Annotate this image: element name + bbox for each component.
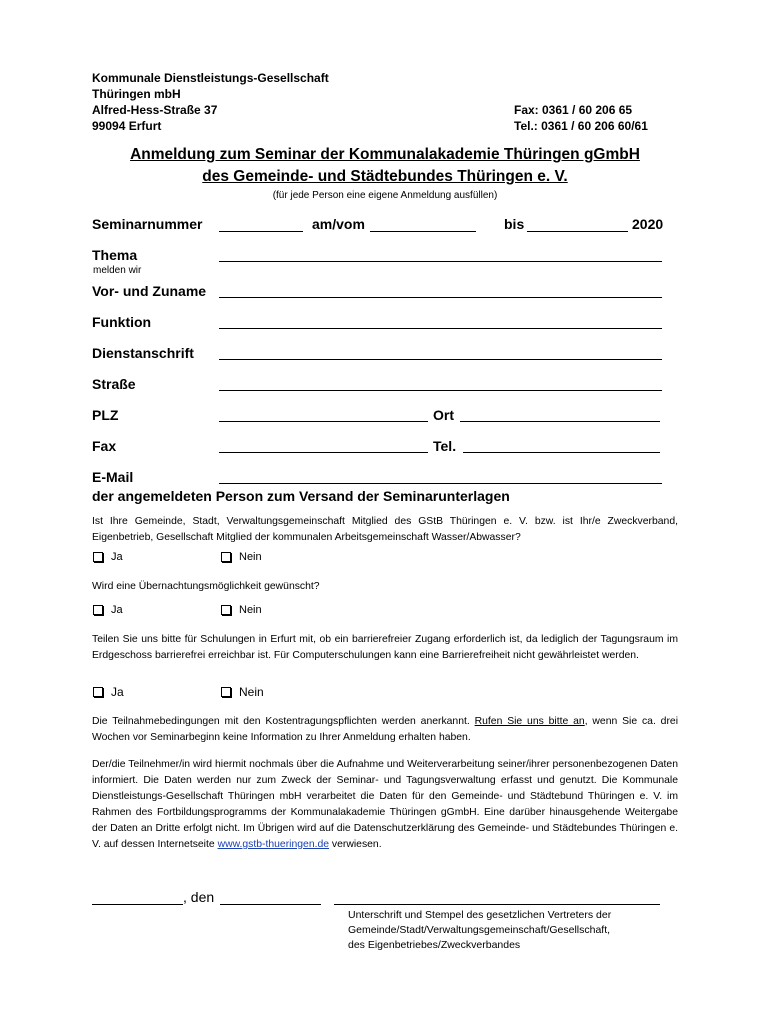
input-date[interactable] (220, 904, 321, 905)
checkbox-label: Ja (111, 685, 124, 699)
sender-line-1: Kommunale Dienstleistungs-Gesellschaft (92, 71, 329, 85)
label-den: , den (183, 889, 215, 905)
privacy-text (92, 757, 678, 853)
label-thema: Thema (92, 247, 138, 263)
input-dienstanschrift[interactable] (219, 359, 662, 360)
sender-city: 99094 Erfurt (92, 119, 162, 133)
checkbox-icon (93, 552, 103, 562)
sender-line-2: Thüringen mbH (92, 87, 181, 101)
input-tel[interactable] (463, 452, 660, 453)
input-place[interactable] (92, 904, 183, 905)
website-link[interactable]: www.gstb-thueringen.de (217, 839, 330, 850)
checkbox-icon (221, 687, 231, 697)
label-seminarnummer: Seminarnummer (92, 216, 203, 232)
input-strasse[interactable] (219, 390, 662, 391)
input-plz[interactable] (219, 421, 428, 422)
checkbox-label: Nein (239, 551, 262, 563)
input-ort[interactable] (460, 421, 660, 422)
input-funktion[interactable] (219, 328, 662, 329)
sender-tel: Tel.: 0361 / 60 206 60/61 (514, 119, 648, 133)
signature-caption-1: Unterschrift und Stempel des gesetzlichen Vertreters der (348, 909, 612, 921)
input-am-vom[interactable] (370, 231, 476, 232)
input-seminarnummer[interactable] (219, 231, 303, 232)
title-line-2: des Gemeinde- und Städtebundes Thüringen e. V. (202, 168, 568, 185)
title-note: (für jede Person eine eigene Anmeldung ausfüllen) (272, 190, 498, 201)
checkbox-label: Nein (239, 685, 264, 699)
label-email-note: der angemeldeten Person zum Versand der Seminarunterlagen (92, 488, 510, 504)
label-name: Vor- und Zuname (92, 283, 207, 299)
input-name[interactable] (219, 297, 662, 298)
label-bis: bis (504, 216, 525, 232)
label-ort: Ort (433, 407, 454, 423)
checkbox-icon (93, 687, 103, 697)
label-am-vom: am/vom (312, 216, 365, 232)
label-email: E-Mail (92, 469, 134, 485)
sender-street: Alfred-Hess-Straße 37 (92, 103, 218, 117)
signature-caption-3: des Eigenbetriebes/Zweckverbandes (348, 939, 521, 951)
checkbox-membership-ja[interactable] (93, 551, 123, 563)
question-accessibility: Teilen Sie uns bitte für Schulungen in Erfurt mit, ob ein barrierefreier Zugang erforderlich ist, da lediglich der Tagungsraum im Erdgeschoss barrierefrei erreichbar ist. Für Computerschulungen kann eine Barrierefreiheit nicht gewährleistet werden. (92, 634, 678, 661)
checkbox-membership-nein[interactable] (221, 551, 262, 563)
checkbox-icon (221, 552, 231, 562)
label-funktion: Funktion (92, 314, 152, 330)
label-dienstanschrift: Dienstanschrift (92, 345, 194, 361)
privacy-body: Der/die Teilnehmer/in wird hiermit nochmals über die Aufnahme und Weiterverarbeitung seiner/ihrer personenbezogenen Daten informiert. Die Daten werden nur zum Zweck der Seminar- und Tagungsverwaltung erfasst und genutzt. Die Kommunale Dienstleistungs-Gesellschaft Thüringen mbH verarbeitet die Daten für den Gemeinde- und Städtebund Thüringen e. V. im Rahmen des Fortbildungsprogramms der Kommunalakademie Thüringen gGmbH. Eine darüber hinausgehende Weitergabe der Daten an Dritte erfolgt nicht. Im Übrigen wird auf die Datenschutzerklärung des Gemeinde- und Städtebundes Thüringen e. V. auf dessen Internetseite (92, 759, 678, 850)
checkbox-icon (221, 605, 231, 615)
call-us-link[interactable]: Rufen Sie uns bitte an (474, 716, 585, 727)
input-bis[interactable] (527, 231, 628, 232)
input-signature[interactable] (334, 904, 660, 905)
checkbox-accessibility-ja[interactable] (93, 685, 124, 699)
label-plz: PLZ (92, 407, 119, 423)
input-fax[interactable] (219, 452, 428, 453)
conditions-part-2: , wenn Sie ca. drei Wochen vor Seminarbeginn keine Information zu Ihrer Anmeldung erhalten haben. (92, 716, 679, 743)
checkbox-accessibility-nein[interactable] (221, 685, 264, 699)
label-melden-wir: melden wir (93, 265, 142, 276)
checkbox-label: Ja (111, 551, 123, 563)
checkbox-icon (93, 605, 103, 615)
signature-caption-2: Gemeinde/Stadt/Verwaltungsgemeinschaft/Gesellschaft, (348, 924, 611, 936)
checkbox-overnight-nein[interactable] (221, 604, 262, 616)
conditions-text (92, 714, 678, 746)
question-membership: Ist Ihre Gemeinde, Stadt, Verwaltungsgemeinschaft Mitglied des GStB Thüringen e. V. bzw. ist Ihr/e Zweckverband, Eigenbetrieb, Gesellschaft Mitglied der kommunalen Arbeitsgemeinschaft Wasser/Abwasser? (92, 516, 678, 543)
title-line-1: Anmeldung zum Seminar der Kommunalakademie Thüringen gGmbH (130, 146, 640, 163)
checkbox-overnight-ja[interactable] (93, 604, 123, 616)
label-fax: Fax (92, 438, 117, 454)
checkbox-label: Nein (239, 604, 262, 616)
label-strasse: Straße (92, 376, 136, 392)
label-tel: Tel. (433, 438, 457, 454)
input-email[interactable] (219, 483, 662, 484)
label-year: 2020 (632, 216, 664, 232)
sender-fax: Fax: 0361 / 60 206 65 (514, 103, 633, 117)
checkbox-label: Ja (111, 604, 123, 616)
question-overnight: Wird eine Übernachtungsmöglichkeit gewünscht? (92, 581, 320, 592)
input-thema[interactable] (219, 261, 662, 262)
conditions-part-1: Die Teilnahmebedingungen mit den Kostentragungspflichten werden anerkannt. (92, 716, 470, 727)
privacy-tail: verwiesen. (329, 839, 382, 850)
